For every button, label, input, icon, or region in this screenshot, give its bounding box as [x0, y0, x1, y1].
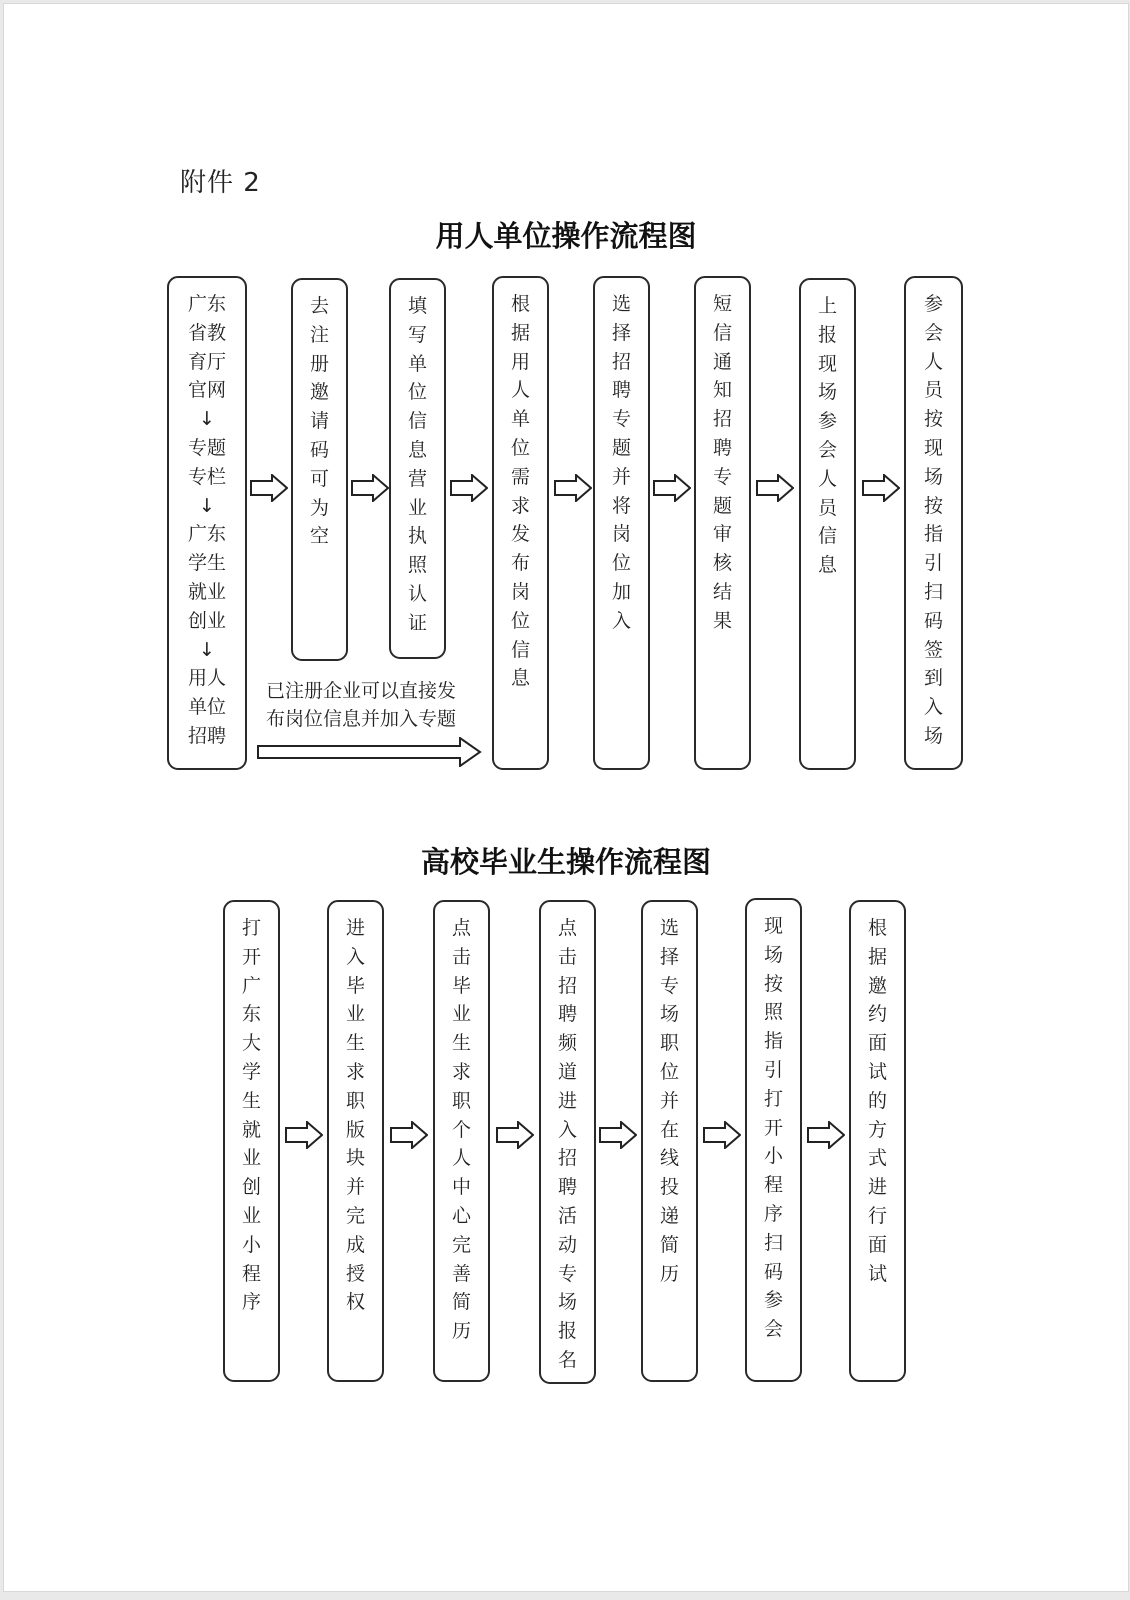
graduate-step-3-text: 点 击 毕 业 生 求 职 个 人 中 心 完 善 简 历: [451, 917, 471, 1343]
shortcut-note-line-1: 已注册企业可以直接发: [266, 680, 457, 702]
flow-arrow-icon: [250, 474, 288, 502]
flow-arrow-icon: [390, 1121, 428, 1149]
employer-step-4-text: 根 据 用 人 单 位 需 求 发 布 岗 位 信 息: [510, 293, 530, 690]
employer-step-3: [389, 278, 446, 659]
employer-step-4: [492, 276, 549, 770]
graduate-step-7: [849, 900, 906, 1382]
graduate-step-5-text: 选 择 专 场 职 位 并 在 线 投 递 简 历: [659, 917, 679, 1285]
graduate-step-1-text: 打 开 广 东 大 学 生 就 业 创 业 小 程 序: [241, 917, 261, 1314]
attachment-label: 附件 2: [180, 168, 261, 198]
employer-step-7-text: 上 报 现 场 参 会 人 员 信 息: [817, 295, 837, 577]
employer-step-2: [291, 278, 348, 661]
flow-arrow-icon: [862, 474, 900, 502]
graduate-step-6-text: 现 场 按 照 指 引 打 开 小 程 序 扫 码 参 会: [763, 915, 783, 1341]
employer-step-1-text: 广东 省教 育厅 官网 ↓ 专题 专栏 ↓ 广东 学生 就业 创业 ↓ 用人 单位 招聘: [187, 293, 226, 747]
shortcut-note-line-2: 布岗位信息并加入专题: [266, 708, 457, 730]
employer-step-1: [167, 276, 247, 770]
employer-step-5: [593, 276, 650, 770]
flow-arrow-icon: [285, 1121, 323, 1149]
graduate-step-4: [539, 900, 596, 1384]
flow-arrow-icon: [807, 1121, 845, 1149]
employer-flow-title: 用人单位操作流程图: [435, 219, 697, 253]
graduate-step-3: [433, 900, 490, 1382]
flow-arrow-icon: [351, 474, 389, 502]
flow-arrow-icon: [450, 474, 488, 502]
graduate-step-2: [327, 900, 384, 1382]
graduate-step-6: [745, 898, 802, 1382]
flow-arrow-icon: [496, 1121, 534, 1149]
graduate-step-2-text: 进 入 毕 业 生 求 职 版 块 并 完 成 授 权: [345, 917, 365, 1314]
employer-step-7: [799, 278, 856, 770]
graduate-step-1: [223, 900, 280, 1382]
shortcut-long-arrow-icon: [257, 737, 482, 767]
employer-step-5-text: 选 择 招 聘 专 题 并 将 岗 位 加 入: [611, 293, 631, 632]
employer-step-3-text: 填 写 单 位 信 息 营 业 执 照 认 证: [407, 295, 427, 634]
graduate-step-7-text: 根 据 邀 约 面 试 的 方 式 进 行 面 试: [867, 917, 887, 1285]
graduate-step-5: [641, 900, 698, 1382]
employer-step-6-text: 短 信 通 知 招 聘 专 题 审 核 结 果: [712, 293, 732, 632]
flow-arrow-icon: [599, 1121, 637, 1149]
employer-step-6: [694, 276, 751, 770]
flow-arrow-icon: [703, 1121, 741, 1149]
graduate-step-4-text: 点 击 招 聘 频 道 进 入 招 聘 活 动 专 场 报 名: [557, 917, 577, 1371]
employer-step-8-text: 参 会 人 员 按 现 场 按 指 引 扫 码 签 到 入 场: [923, 293, 943, 747]
graduate-flow-title: 高校毕业生操作流程图: [420, 845, 711, 879]
flow-arrow-icon: [653, 474, 691, 502]
employer-step-8: [904, 276, 963, 770]
document-page: [3, 3, 1129, 1592]
flow-arrow-icon: [554, 474, 592, 502]
employer-step-2-text: 去 注 册 邀 请 码 可 为 空: [309, 295, 329, 548]
flow-arrow-icon: [756, 474, 794, 502]
